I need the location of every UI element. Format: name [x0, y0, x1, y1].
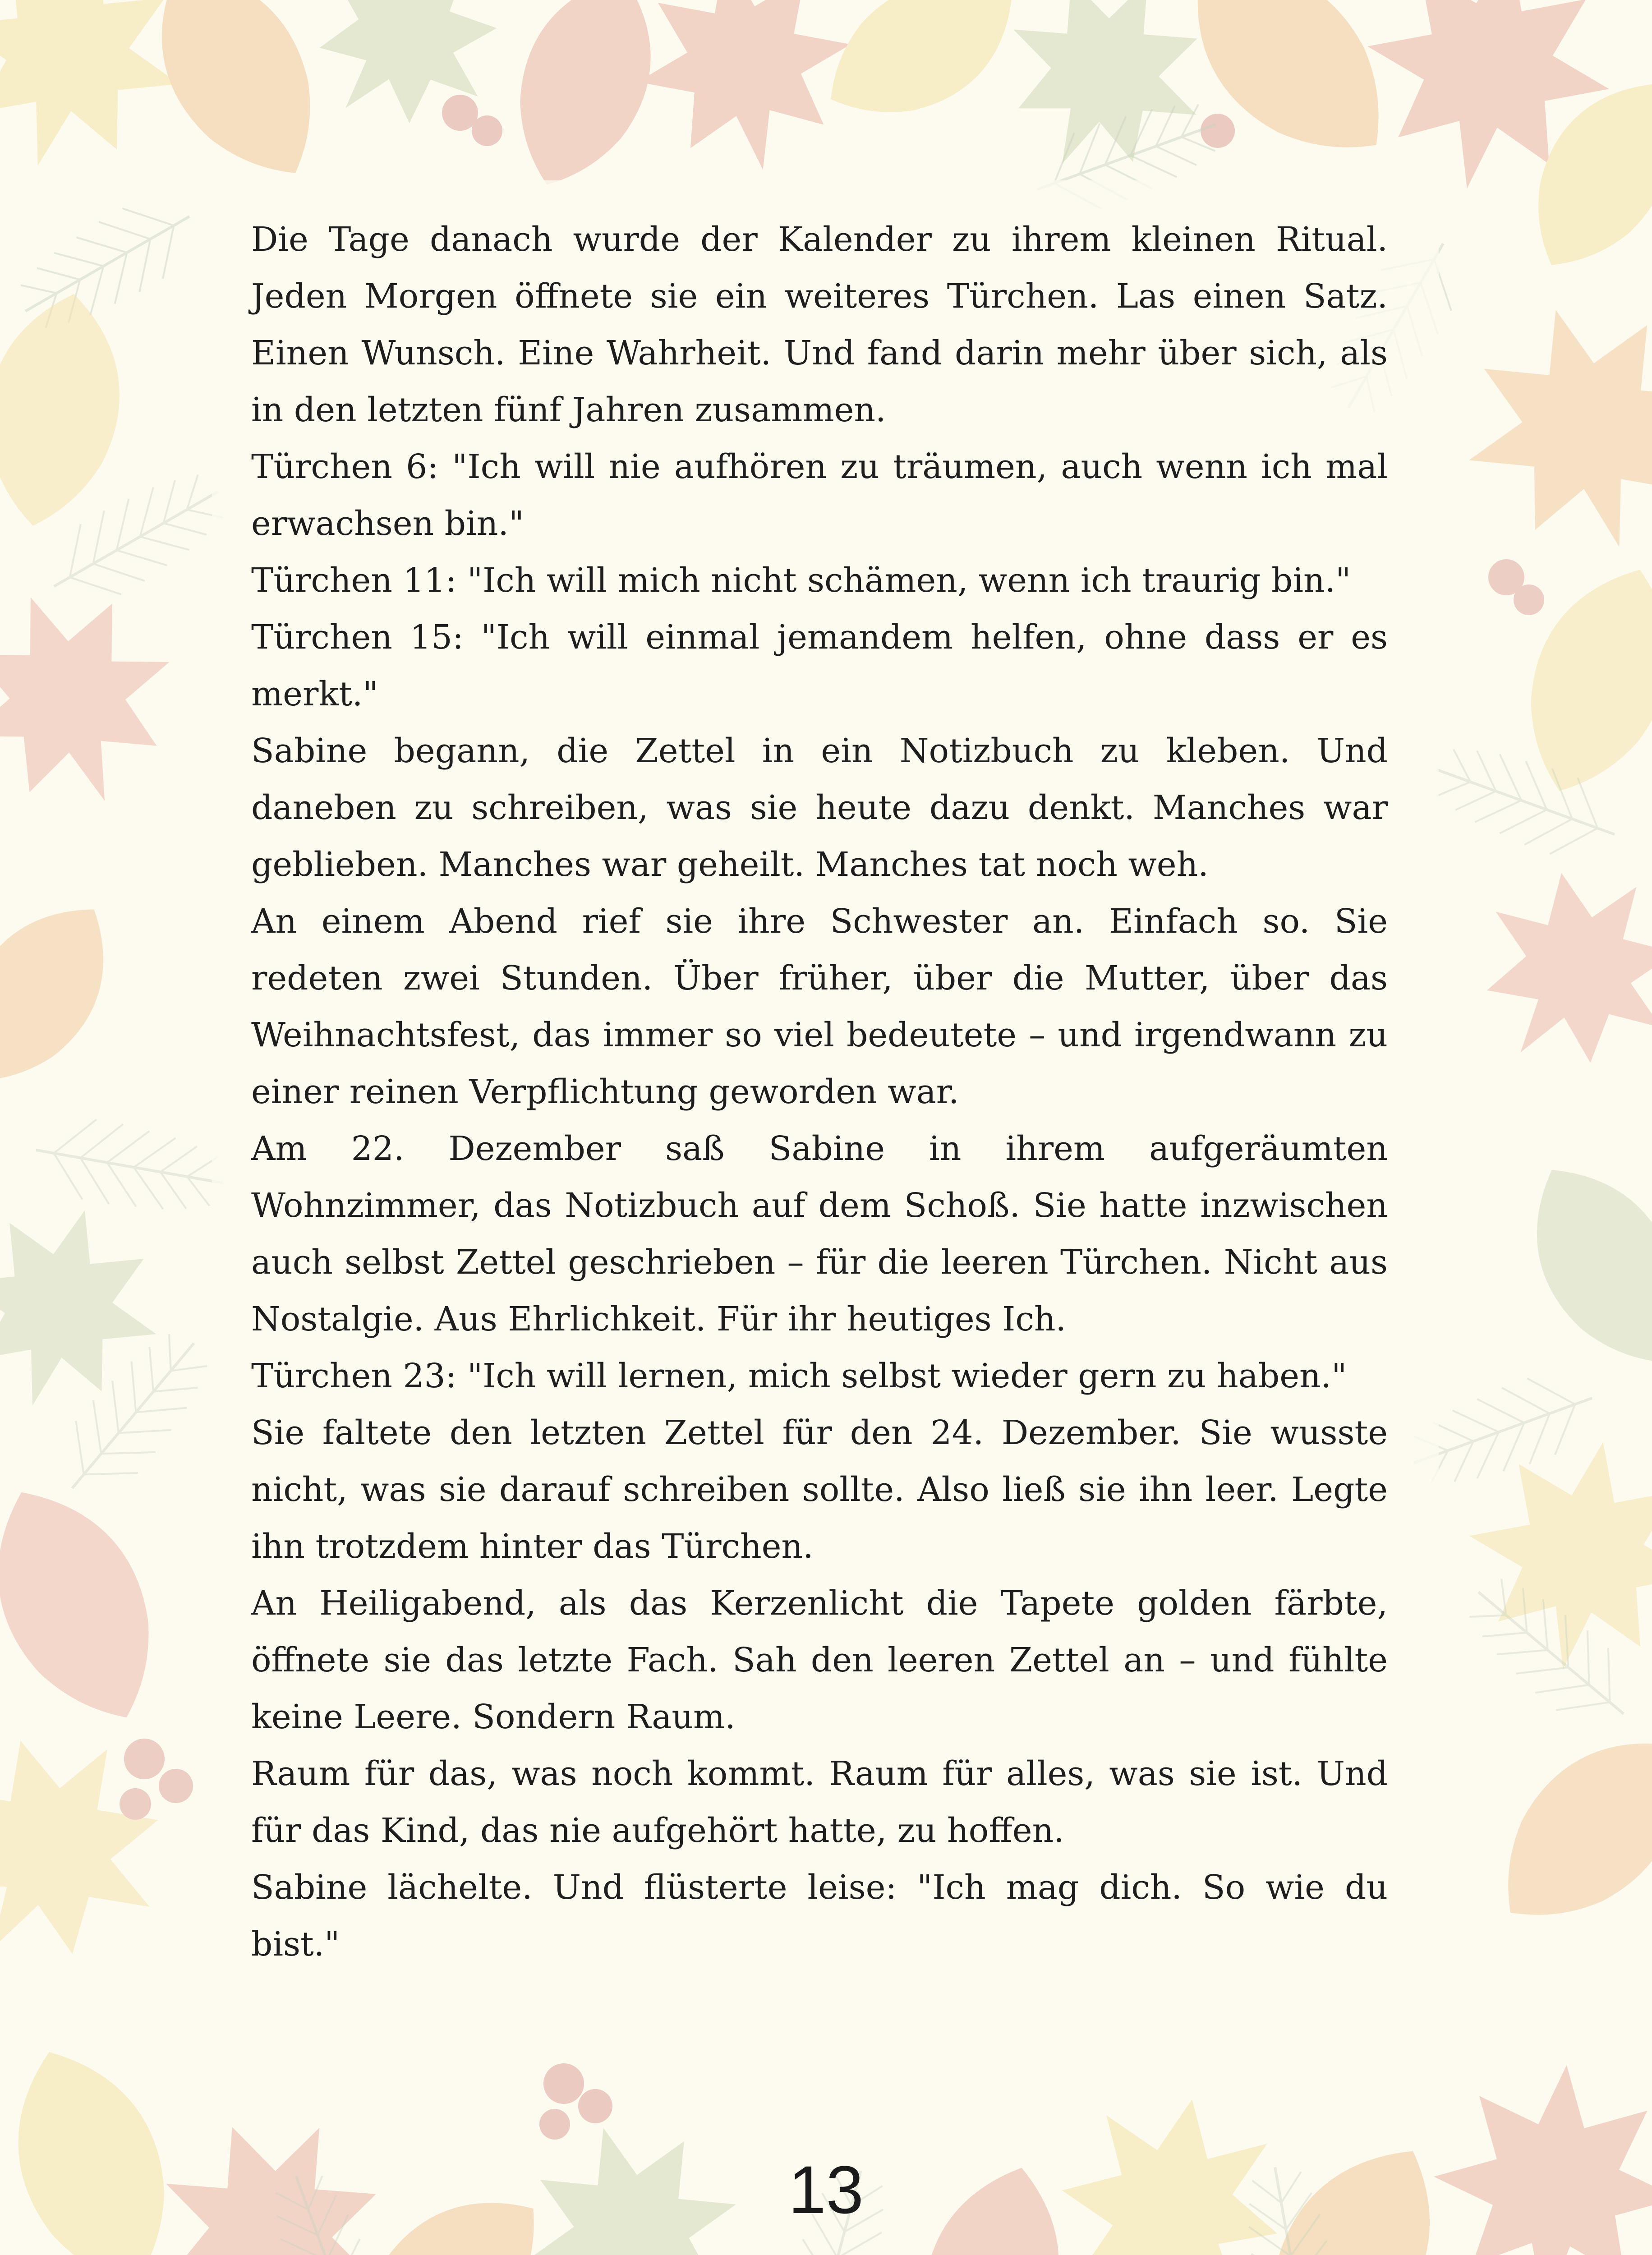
paragraph: Sie faltete den letzten Zettel für den 24. Dezember. Sie wusste nicht, was sie darauf schreiben sollte. Also ließ sie ihn leer. Legte ihn trotzdem hinter das Türchen. [251, 1413, 1388, 1566]
paragraph: Türchen 11: "Ich will mich nicht schämen, wenn ich traurig bin." [251, 561, 1351, 600]
paragraph: Türchen 15: "Ich will einmal jemandem helfen, ohne dass er es merkt." [251, 618, 1388, 713]
page-number: 13 [788, 2152, 864, 2227]
paragraph: Sabine lächelte. Und flüsterte leise: "Ich mag dich. So wie du bist." [251, 1868, 1388, 1964]
paragraph: An Heiligabend, als das Kerzenlicht die Tapete golden färbte, öffnete sie das letzte Fach. Sah den leeren Zettel an – und fühlte keine Leere. Sondern Raum. [251, 1584, 1388, 1736]
paragraph: Türchen 23: "Ich will lernen, mich selbst wieder gern zu haben." [251, 1357, 1347, 1395]
paragraph: An einem Abend rief sie ihre Schwester an. Einfach so. Sie redeten zwei Stunden. Über früher, über die Mutter, über das Weihnachtsfest, das immer so viel bedeutete – und irgendwann zu einer reinen Verpflichtung geworden war. [251, 902, 1388, 1111]
paragraph: Die Tage danach wurde der Kalender zu ihrem kleinen Ritual. Jeden Morgen öffnete sie ein weiteres Türchen. Las einen Satz. Einen Wunsch. Eine Wahrheit. Und fand darin mehr über sich, als in den letzten fünf Jahren zusammen. [251, 220, 1388, 429]
paragraph: Am 22. Dezember saß Sabine in ihrem aufgeräumten Wohnzimmer, das Notizbuch auf dem Schoß. Sie hatte inzwischen auch selbst Zettel geschrieben – für die leeren Türchen. Nicht aus Nostalgie. Aus Ehrlichkeit. Für ihr heutiges Ich. [251, 1129, 1388, 1339]
paragraph: Türchen 6: "Ich will nie aufhören zu träumen, auch wenn ich mal erwachsen bin." [251, 447, 1388, 543]
paragraph: Raum für das, was noch kommt. Raum für alles, was sie ist. Und für das Kind, das nie aufgehört hatte, zu hoffen. [251, 1754, 1388, 1850]
story-text [251, 211, 1388, 1973]
paragraph: Sabine begann, die Zettel in ein Notizbuch zu kleben. Und daneben zu schreiben, was sie heute dazu denkt. Manches war geblieben. Manches war geheilt. Manches tat noch weh. [251, 732, 1388, 884]
